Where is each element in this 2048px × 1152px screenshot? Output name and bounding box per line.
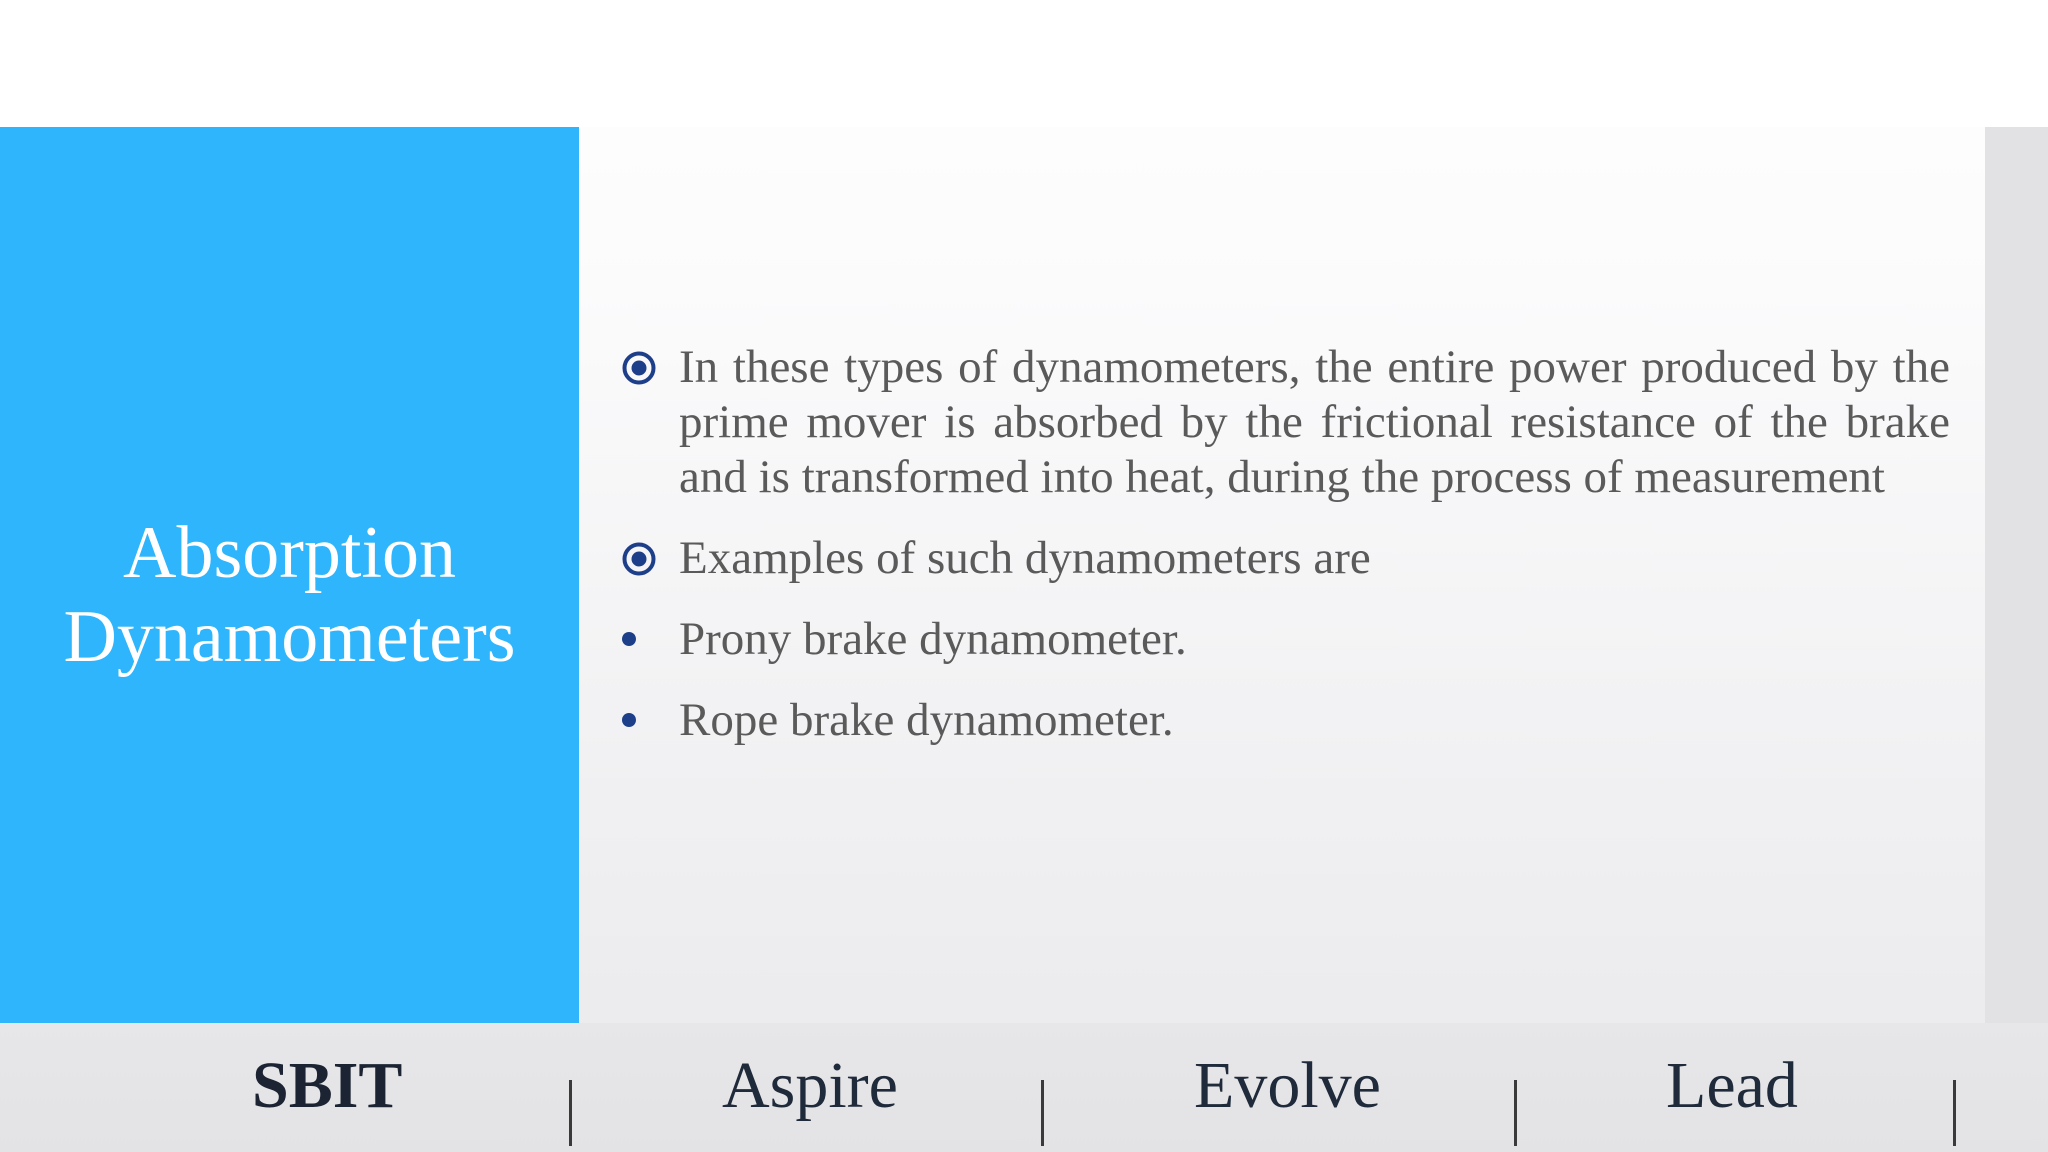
bullet-text: Examples of such dynamometers are <box>679 532 1371 584</box>
dot-bullet-icon <box>622 713 636 727</box>
slide-title-line-2: Dynamometers <box>63 596 516 678</box>
dot-bullet-icon <box>622 632 636 646</box>
slide-title <box>30 511 550 679</box>
bullet-text: In these types of dynamometers, the entire power produced by the prime mover is absorbed by the frictional resistance of the brake and is transformed into heat, during the process of measurement <box>679 341 1950 503</box>
bullet-item <box>620 612 1950 667</box>
bullet-item <box>620 693 1950 748</box>
slide-top-area <box>0 0 2048 127</box>
footer-separator <box>1514 1080 1517 1146</box>
footer-brand: SBIT <box>252 1049 403 1122</box>
footer-motto-evolve: Evolve <box>1194 1049 1381 1122</box>
ring-bullet-icon <box>621 350 657 386</box>
bullet-text: Rope brake dynamometer. <box>679 694 1174 746</box>
footer-motto-aspire: Aspire <box>722 1049 898 1122</box>
right-side-strip <box>1985 127 2048 1023</box>
bullet-text: Prony brake dynamometer. <box>679 613 1187 665</box>
bullet-list <box>620 340 1950 774</box>
footer-separator <box>569 1080 572 1146</box>
bullet-item <box>620 340 1950 505</box>
ring-bullet-icon <box>621 541 657 577</box>
bullet-item <box>620 531 1950 586</box>
footer-separator <box>1041 1080 1044 1146</box>
footer-separator <box>1953 1080 1956 1146</box>
slide-title-line-1: Absorption <box>123 512 456 594</box>
footer-motto-lead: Lead <box>1666 1049 1798 1122</box>
title-panel <box>0 127 579 1023</box>
